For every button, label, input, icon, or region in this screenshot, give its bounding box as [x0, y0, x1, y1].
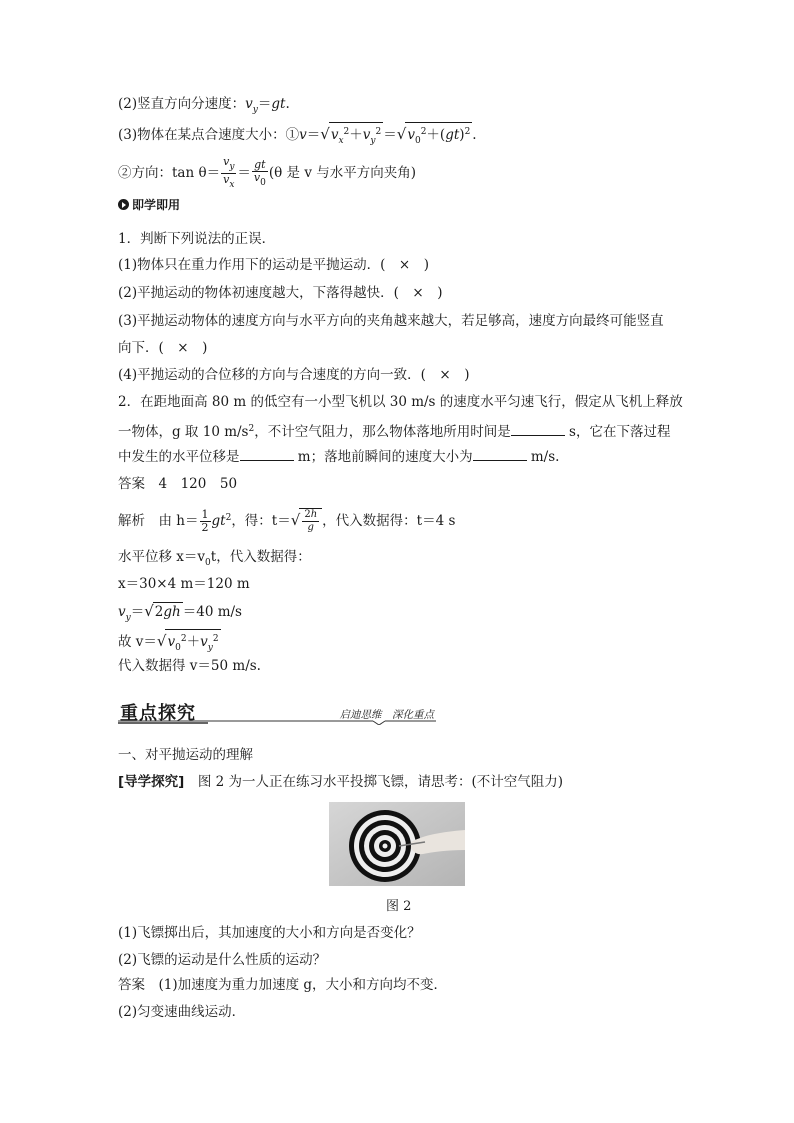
direction-formula: ②方向：tan θ＝ $\frac{v_y}{v_x}$ ＝ $\frac{gt}{v_0}$ (θ 是 v 与水平方向夹角)	[118, 155, 417, 190]
section-header	[118, 697, 436, 725]
analysis-vy: $v_y=√2gh =40$ m/s	[118, 602, 242, 623]
topic-heading: 一、对平抛运动的理解	[118, 747, 253, 763]
topic-answer: (2)匀变速曲线运动．	[118, 1004, 246, 1020]
answer-line: 答案 4 120 50	[118, 476, 238, 492]
topic-question: (1)飞镖掷出后，其加速度的大小和方向是否变化？	[118, 925, 421, 941]
q2-line: 一物体，g 取 10 $m/s^2$，不计空气阻力，那么物体落地所用时间是 s，它在下落过程	[118, 424, 671, 440]
q1-item: (4)平抛运动的合位移的方向与合速度的方向一致．( × )	[118, 367, 470, 383]
q1-item: (3)平抛运动物体的速度方向与水平方向的夹角越来越大，若足够高，速度方向最终可能竖直	[118, 313, 664, 329]
practice-header: 即学即用	[118, 196, 180, 214]
dartboard-figure	[329, 802, 465, 886]
topic-answer: 答案 (1)加速度为重力加速度 g，大小和方向均不变．	[118, 977, 448, 993]
play-circle-icon	[118, 199, 129, 210]
figure-caption: 图 2	[386, 899, 412, 914]
answer-blank	[240, 448, 294, 461]
q1-title: 1．判断下列说法的正误．	[118, 231, 276, 247]
section-subtitle: 启迪思维 深化重点	[339, 709, 434, 721]
analysis-line: 解析 由 h＝ $\frac{1}{2}$ $gt^2$，得：t＝√ $\frac{2h}{g}$ ，代入数据得：t＝4 s	[118, 508, 456, 534]
speed-formula: (3)物体在某点合速度大小：$①v=√v_x^2+v_y^2 =√v_0^2+(gt)^2$ .	[118, 122, 477, 150]
q1-item: 向下．( × )	[118, 340, 208, 356]
q1-item: (1)物体只在重力作用下的运动是平抛运动．( × )	[118, 257, 429, 273]
analysis-x: x＝30×4 m＝120 m	[118, 576, 250, 592]
answer-blank	[473, 448, 527, 461]
analysis-result: 代入数据得 v＝50 m/s.	[118, 658, 261, 674]
section-rule	[118, 697, 436, 725]
section-title: 重点探究	[120, 703, 196, 724]
guide-line: [导学探究] 图 2 为一人正在练习水平投掷飞镖，请思考：(不计空气阻力)	[118, 774, 564, 790]
q1-item: (2)平抛运动的物体初速度越大，下落得越快．( × )	[118, 285, 443, 301]
q2-line: 中发生的水平位移是 m；落地前瞬间的速度大小为 m/s.	[118, 449, 560, 465]
answer-blank	[511, 423, 565, 436]
analysis-horizontal: 水平位移 $x=v_0t$，代入数据得：	[118, 549, 311, 568]
topic-question: (2)飞镖的运动是什么性质的运动？	[118, 952, 327, 968]
analysis-v: 故 $v=√v_0^2+v_y^2$	[118, 629, 221, 657]
q2-line: 2．在距地面高 80 m 的低空有一小型飞机以 30 m/s 的速度水平匀速飞行，假定从飞机上释放	[118, 394, 683, 410]
dartboard-image	[329, 802, 465, 886]
vy-formula: (2)竖直方向分速度：$v_y=gt$.	[118, 96, 290, 115]
